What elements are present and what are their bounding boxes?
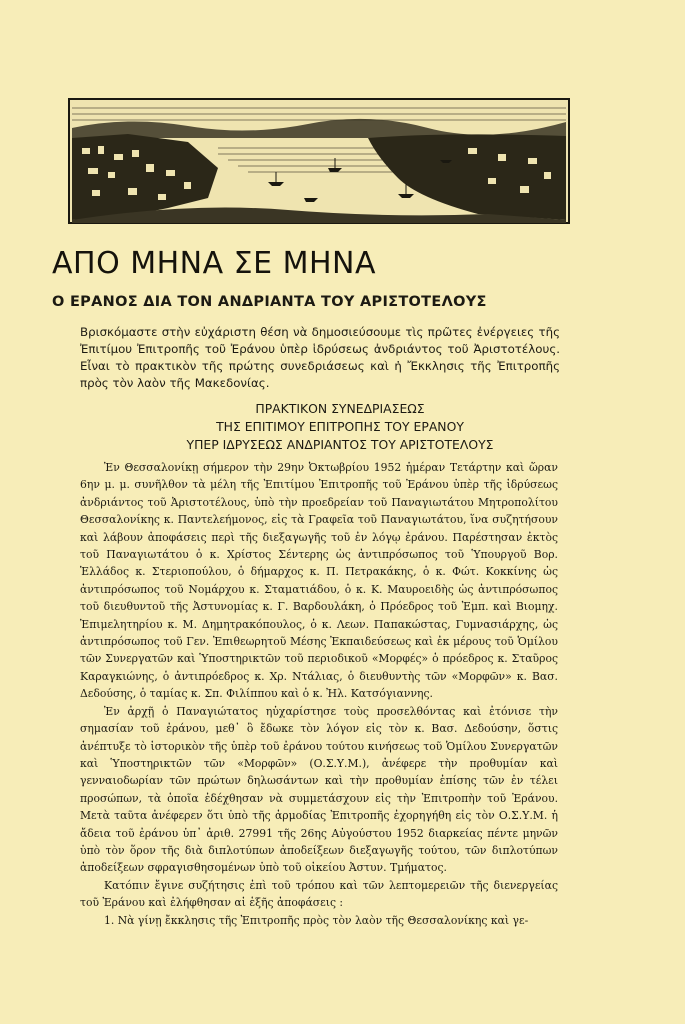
body-paragraph: Ἐν ἀρχῇ ὁ Παναγιώτατος ηὐχαρίστησε τοὺς προσελθόντας καὶ ἐτόνισε τὴν σημασίαν τοῦ ἐράνου, μεθ᾿ ὃ ἔδωκε τὸν λόγον εἰς τὸν κ. Βασ. Δεδούσην, ὅστις ἀνέπτυξε τὸ ἱστορικὸν τῆς ὑπὲρ τοῦ ἐράνου τούτου κινήσεως τοῦ Ὁμίλου Συνεργατῶν καὶ Ὑποστηρικτῶν τῶν «Μορφῶν» (Ο.Σ.Υ.Μ.), ἀνέφερε τὴν προθυμίαν καὶ γενναιοδωρίαν τῶν πρώτων δηλωσάντων καὶ τὴν προθυμίαν ἐπίσης τῶν ἐν τέλει προσώπων, τὰ ὁποῖα ἐδέχθησαν νὰ συμμετάσχουν εἰς τὴν Ἐπιτροπὴν τοῦ Ἐράνου. Μετὰ ταῦτα ἀνέφερεν ὅτι ὑπὸ τῆς ἁρμοδίας Ἐπιτροπῆς ἐχορηγήθη εἰς τὸν Ο.Σ.Υ.Μ. ἡ ἄδεια τοῦ ἐράνου ὑπ᾿ ἀριθ. 27991 τῆς 26ης Αὐγούστου 1952 διαρκείας πέντε μηνῶν ὑπὸ τὸν ὅρον τῆς διὰ διπλοτύπων ἀποδείξεων διεξαγωγῆς τούτου, τῶν διπλοτύπων ἀποδείξεων σφραγισθησομένων ὑπὸ τοῦ οἰκείου Ἀστυν. Τμήματος. bbox=[80, 704, 558, 875]
body-paragraph: Ἐν Θεσσαλονίκῃ σήμερον τὴν 29ην Ὀκτωβρίου 1952 ἡμέραν Τετάρτην καὶ ὥραν 6ην μ. μ. συνῆλθον τὰ μέλη τῆς Ἐπιτίμου Ἐπιτροπῆς τοῦ Ἐράνου ὑπὲρ τῆς ἱδρύσεως ἀνδριάντος τοῦ Ἀριστοτέλους, ὑπὸ τὴν προεδρείαν τοῦ Παναγιωτάτου Μητροπολίτου Θεσσαλονίκης κ. Παντελεήμονος, εἰς τὰ Γραφεῖα τοῦ Παναγιωτάτου, ἵνα συζητήσουν καὶ λάβουν ἀποφάσεις περὶ τῆς διεξαγωγῆς τοῦ ἐν λόγῳ ἐράνου. Παρέστησαν ἐκτὸς τοῦ Παναγιωτάτου ὁ κ. Χρίστος Σέντερης ὡς ἀντιπρόσωπος τοῦ Ὑπουργοῦ Βορ. Ἑλλάδος κ. Στεριοπούλου, ὁ δήμαρχος κ. Π. Πετρακάκης, ὁ κ. Φώτ. Κοκκίνης ὡς ἀντιπρόσωπος τοῦ Νομάρχου κ. Σταματιάδου, ὁ κ. Κ. Μαυροειδὴς ὡς ἀντιπρόσωπος τοῦ διευθυντοῦ τῆς Ἀστυνομίας κ. Γ. Βαρδουλάκη, ὁ Πρόεδρος τοῦ Ἐμπ. καὶ Βιομηχ. Ἐπιμελητηρίου κ. Μ. Δημητρακόπουλος, ὁ κ. Λεων. Παπακώστας, Γυμνασιάρχης, ὡς ἀντιπρόσωπος τοῦ Γεν. Ἐπιθεωρητοῦ Μέσης Ἐκπαιδεύσεως καὶ ἐκ μέρους τοῦ Ὁμίλου τῶν Συνεργατῶν καὶ Ὑποστηρικτῶν τοῦ περιοδικοῦ «Μορφές» ὁ πρόεδρος κ. Σταῦρος Καραγκιώνης, ὁ ἀντιπρόεδρος κ. Χρ. Ντάλιας, ὁ διευθυντὴς τῶν «Μορφῶν» κ. Βασ. Δεδούσης, ὁ ταμίας κ. Σπ. Φιλίππου καὶ ὁ κ. Ἠλ. Κατσόγιαννης. bbox=[80, 461, 558, 701]
article-subtitle: Ο ΕΡΑΝΟΣ ΔΙΑ ΤΟΝ ΑΝΔΡΙΑΝΤΑ ΤΟΥ ΑΡΙΣΤΟΤΕΛΟΥΣ bbox=[52, 294, 487, 310]
body-paragraph: Κατόπιν ἔγινε συζήτησις ἐπὶ τοῦ τρόπου καὶ τῶν λεπτομερειῶν τῆς διενεργείας τοῦ Ἐράνου καὶ ἐλήφθησαν αἱ ἑξῆς ἀποφάσεις : bbox=[80, 878, 558, 910]
harbor-engraving-illustration bbox=[68, 98, 570, 224]
body-paragraph: 1. Νὰ γίνῃ ἔκκλησις τῆς Ἐπιτροπῆς πρὸς τὸν λαὸν τῆς Θεσσαλονίκης καὶ γε- bbox=[104, 913, 529, 927]
minutes-heading-line: ΠΡΑΚΤΙΚΟΝ ΣΥΝΕΔΡΙΑΣΕΩΣ bbox=[255, 401, 425, 416]
intro-paragraph: Βρισκόμαστε στὴν εὐχάριστη θέση νὰ δημοσιεύσουμε τὶς πρῶτες ἐνέργειες τῆς Ἐπιτίμου Ἐπιτροπῆς τοῦ Ἐράνου ὑπὲρ ἱδρύσεως ἀνδριάντος τοῦ Ἀριστοτέλους. Εἶναι τὸ πρακτικὸν τῆς πρώτης συνεδριάσεως καὶ ἡ Ἔκκλησις τῆς Ἐπιτροπῆς πρὸς τὸν λαὸν τῆς Μακεδονίας. bbox=[80, 325, 560, 390]
minutes-heading-line: ΥΠΕΡ ΙΔΡΥΣΕΩΣ ΑΝΔΡΙΑΝΤΟΣ ΤΟΥ ΑΡΙΣΤΟΤΕΛΟΥΣ bbox=[186, 437, 494, 452]
minutes-body bbox=[80, 459, 558, 929]
minutes-heading bbox=[80, 400, 600, 454]
minutes-heading-line: ΤΗΣ ΕΠΙΤΙΜΟΥ ΕΠΙΤΡΟΠΗΣ ΤΟΥ ΕΡΑΝΟΥ bbox=[216, 419, 464, 434]
page-title: ΑΠΟ ΜΗΝΑ ΣΕ ΜΗΝΑ bbox=[52, 246, 377, 281]
